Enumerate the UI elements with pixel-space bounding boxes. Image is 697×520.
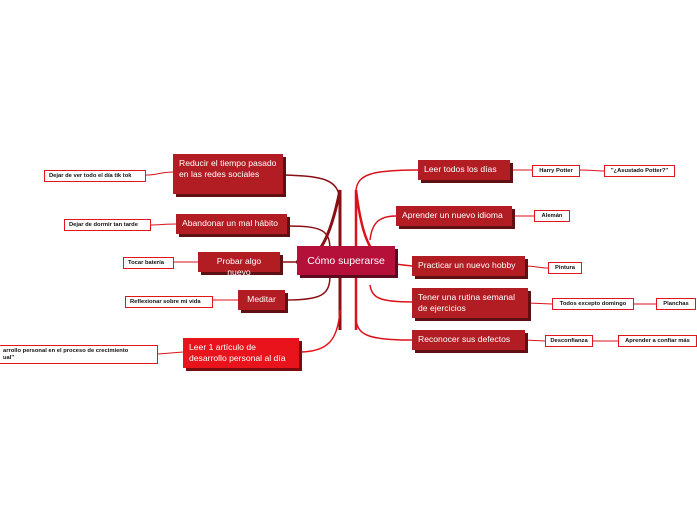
subtopic-label: "¿Asustado Potter?" <box>610 167 669 174</box>
subtopic-right-5b[interactable] <box>618 335 697 347</box>
subtopic-right-4b[interactable] <box>656 298 696 310</box>
topic-label: Probar algo nuevo <box>216 256 262 277</box>
link-left-1 <box>283 175 340 200</box>
subtopic-right-4[interactable] <box>552 298 634 310</box>
subtopic-label: Desconfianza <box>550 337 588 344</box>
topic-label: Tener una rutina semanal de ejercicios <box>418 292 515 313</box>
topic-left-1[interactable] <box>173 154 283 194</box>
link-leaf-left-2 <box>151 224 177 225</box>
link-right-5 <box>356 320 412 340</box>
subtopic-label: Dejar de dormir tan tarde <box>69 221 138 228</box>
topic-label: Abandonar un mal hábito <box>182 218 279 228</box>
topic-right-2[interactable] <box>396 206 512 226</box>
topic-label: Practicar un nuevo hobby <box>418 260 516 270</box>
topic-label: Reconocer sus defectos <box>418 334 511 344</box>
topic-left-2[interactable] <box>176 214 287 234</box>
topic-label: Meditar <box>247 294 276 304</box>
link-leaf-right-3 <box>525 266 548 268</box>
link-right-1 <box>356 170 418 190</box>
link-left-5 <box>299 310 340 352</box>
link-leaf-right-5 <box>525 340 545 341</box>
subtopic-left-2[interactable] <box>64 219 151 231</box>
subtopic-label: Dejar de ver todo el día tik tok <box>49 172 132 179</box>
center-topic-label: Cómo superarse <box>307 254 385 267</box>
link-leaf-left-1 <box>146 172 174 175</box>
topic-left-5[interactable] <box>183 338 299 368</box>
link-leaf-right-4 <box>528 303 552 304</box>
subtopic-label: Pintura <box>555 264 575 271</box>
subtopic-label: arrollo personal en el proceso de crecimiento ual" <box>3 347 129 361</box>
link-leaf-right-1b <box>580 170 604 171</box>
link-right-3 <box>395 264 412 266</box>
topic-label: Aprender un nuevo idioma <box>402 210 503 220</box>
subtopic-label: Reflexionar sobre mi vida <box>130 298 201 305</box>
subtopic-label: Aprender a confiar más <box>625 337 690 344</box>
subtopic-left-4[interactable] <box>125 296 213 308</box>
topic-left-4[interactable] <box>238 290 285 310</box>
center-topic[interactable] <box>297 246 395 275</box>
topic-right-1[interactable] <box>418 160 510 180</box>
subtopic-label: Planchas <box>663 300 689 307</box>
subtopic-label: Alemán <box>541 212 563 219</box>
subtopic-right-1[interactable] <box>532 165 580 177</box>
subtopic-right-5[interactable] <box>545 335 593 347</box>
link-left-4 <box>285 275 330 300</box>
topic-right-4[interactable] <box>412 288 528 318</box>
topic-label: Reducir el tiempo pasado en las redes sociales <box>179 158 277 179</box>
subtopic-left-1[interactable] <box>44 170 146 182</box>
topic-right-3[interactable] <box>412 256 525 276</box>
subtopic-right-2[interactable] <box>534 210 570 222</box>
subtopic-label: Todos excepto domingo <box>559 300 627 307</box>
link-right-2 <box>370 216 396 240</box>
subtopic-right-3[interactable] <box>548 262 582 274</box>
link-leaf-left-5 <box>158 352 183 354</box>
topic-label: Leer 1 artículo de desarrollo personal al día <box>189 342 286 363</box>
subtopic-right-1b[interactable] <box>604 165 675 177</box>
subtopic-left-3[interactable] <box>123 257 174 269</box>
topic-label: Leer todos los días <box>424 164 497 174</box>
topic-right-5[interactable] <box>412 330 525 350</box>
subtopic-left-5[interactable] <box>0 345 158 364</box>
topic-left-3[interactable] <box>198 252 280 277</box>
subtopic-label: Tocar batería <box>128 259 164 266</box>
subtopic-label: Harry Potter <box>539 167 573 174</box>
link-right-4 <box>370 285 412 302</box>
